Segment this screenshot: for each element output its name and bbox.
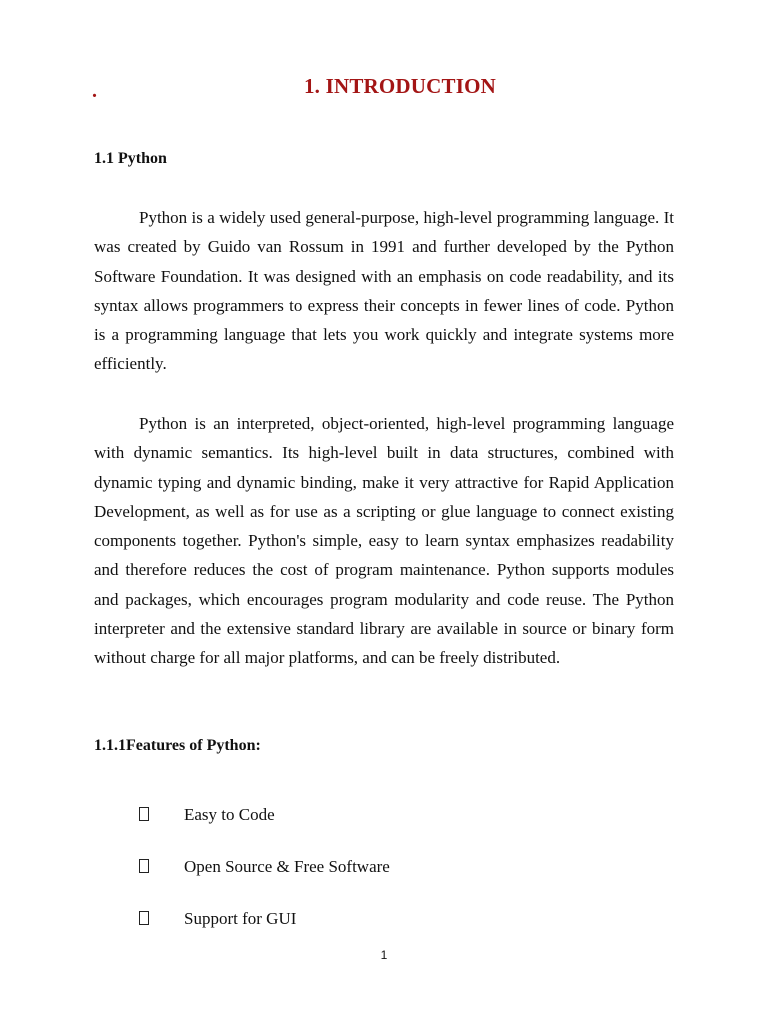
title-marker: . xyxy=(92,80,97,102)
missing-glyph-box-icon xyxy=(139,807,149,821)
subsection-heading: 1.1.1Features of Python: xyxy=(94,737,261,754)
feature-label: Support for GUI xyxy=(184,909,297,928)
feature-item xyxy=(139,855,390,879)
feature-label: Easy to Code xyxy=(184,805,275,824)
paragraph-1: Python is a widely used general-purpose, high-level programming language. It was created by Guido van Rossum in 1991 and further developed by the Python Software Foundation. It was designed with an emphasis on code readability, and its syntax allows programmers to express their concepts in fewer lines of code. Python is a programming language that lets you work quickly and integrate systems more efficiently. xyxy=(94,208,674,374)
missing-glyph-box-icon xyxy=(139,911,149,925)
feature-item xyxy=(139,803,275,827)
page-number: 1 xyxy=(380,948,388,962)
page-title: 1. INTRODUCTION xyxy=(303,74,497,98)
paragraph-2: Python is an interpreted, object-oriented, high-level programming language with dynamic semantics. Its high-level built in data structures, combined with dynamic typing and dynamic binding, make it very attractive for Rapid Application Development, as well as for use as a scripting or glue language to connect existing components together. Python's simple, easy to learn syntax emphasizes readability and therefore reduces the cost of program maintenance. Python supports modules and packages, which encourages program modularity and code reuse. The Python interpreter and the extensive standard library are available in source or binary form without charge for all major platforms, and can be freely distributed. xyxy=(94,414,674,668)
missing-glyph-box-icon xyxy=(139,859,149,873)
feature-label: Open Source & Free Software xyxy=(184,857,390,876)
section-heading: 1.1 Python xyxy=(94,150,167,167)
feature-item xyxy=(139,907,297,931)
